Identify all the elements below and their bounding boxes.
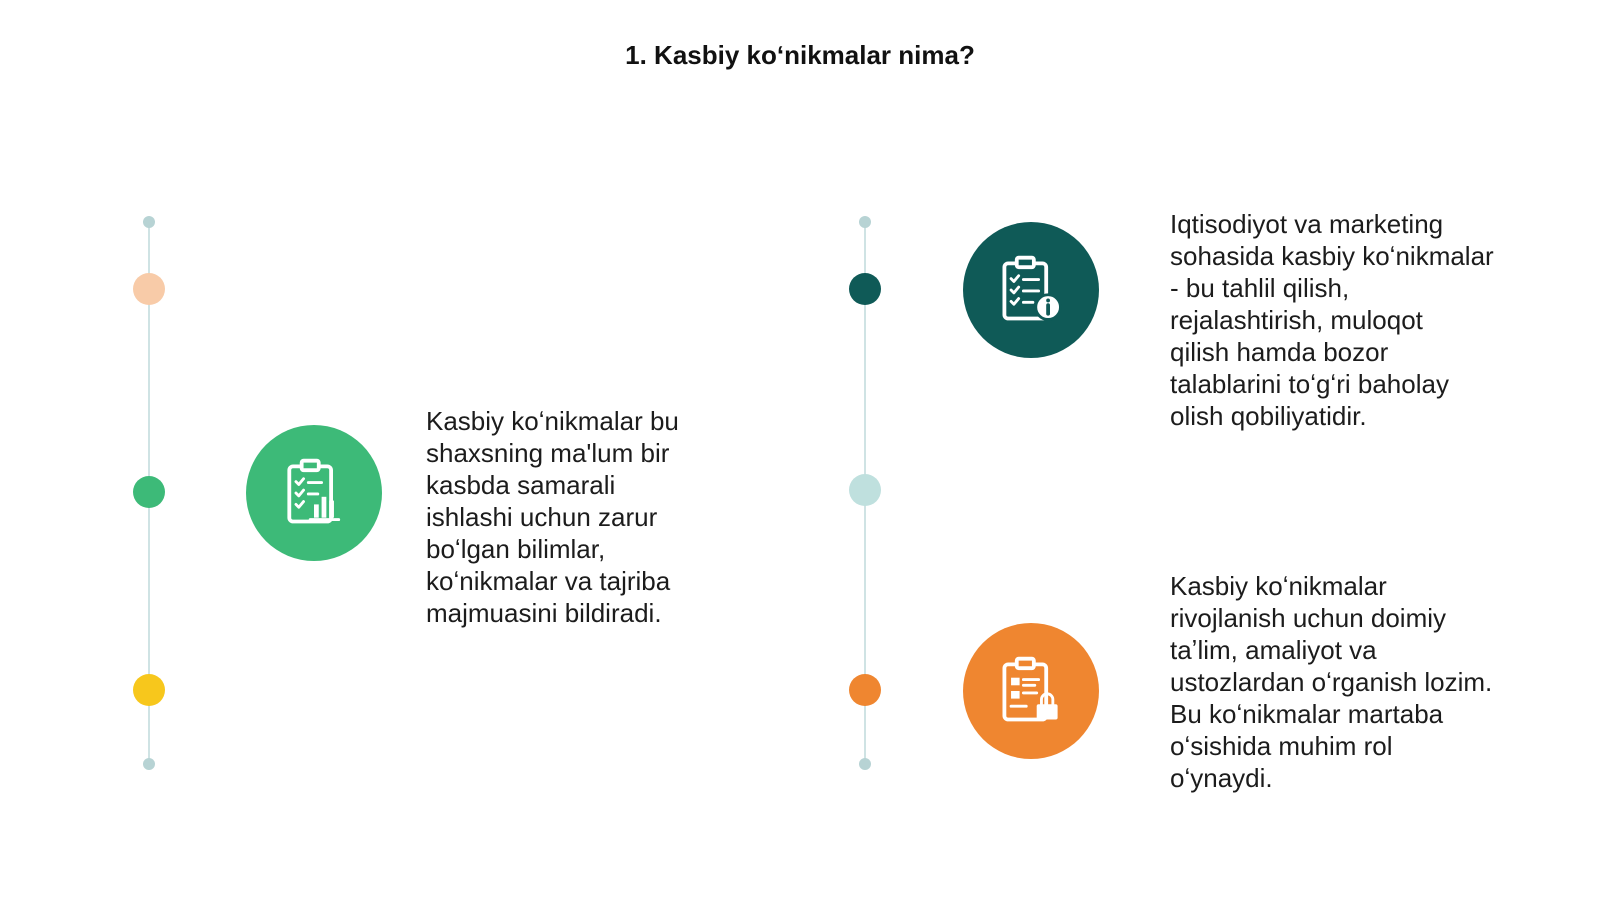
clipboard-info-icon — [963, 222, 1099, 358]
item-text-3: Kasbiy koʻnikmalar rivojlanish uchun doimiy taʼlim, amaliyot va ustozlardan oʻrganish lozim. Bu koʻnikmalar martaba oʻsishida muhim rol oʻynaydi. — [1170, 571, 1493, 793]
timeline-dot-green — [133, 476, 165, 508]
timeline-end-dot — [143, 758, 155, 770]
timeline-dot-peach — [133, 273, 165, 305]
page-title: 1. Kasbiy koʻnikmalar nima? — [625, 40, 975, 70]
clipboard-lock-icon — [963, 623, 1099, 759]
timeline-end-dot — [143, 216, 155, 228]
item-text-1: Kasbiy koʻnikmalar bu shaxsning ma'lum bir kasbda samarali ishlashi uchun zarur boʻlgan bilimlar, koʻnikmalar va tajriba majmuasini bildiradi. — [426, 406, 679, 628]
item-text-2: Iqtisodiyot va marketing sohasida kasbiy koʻnikmalar - bu tahlil qilish, rejalashtirish, muloqot qilish hamda bozor talablarini toʻgʻri baholay olish qobiliyatidir. — [1170, 209, 1494, 431]
timeline-end-dot — [859, 216, 871, 228]
clipboard-chart-icon — [246, 425, 382, 561]
timeline-dot-orange — [849, 674, 881, 706]
timeline-end-dot — [859, 758, 871, 770]
timeline-dot-yellow — [133, 674, 165, 706]
timeline-dot-light-teal — [849, 474, 881, 506]
timeline-dot-dark-teal — [849, 273, 881, 305]
